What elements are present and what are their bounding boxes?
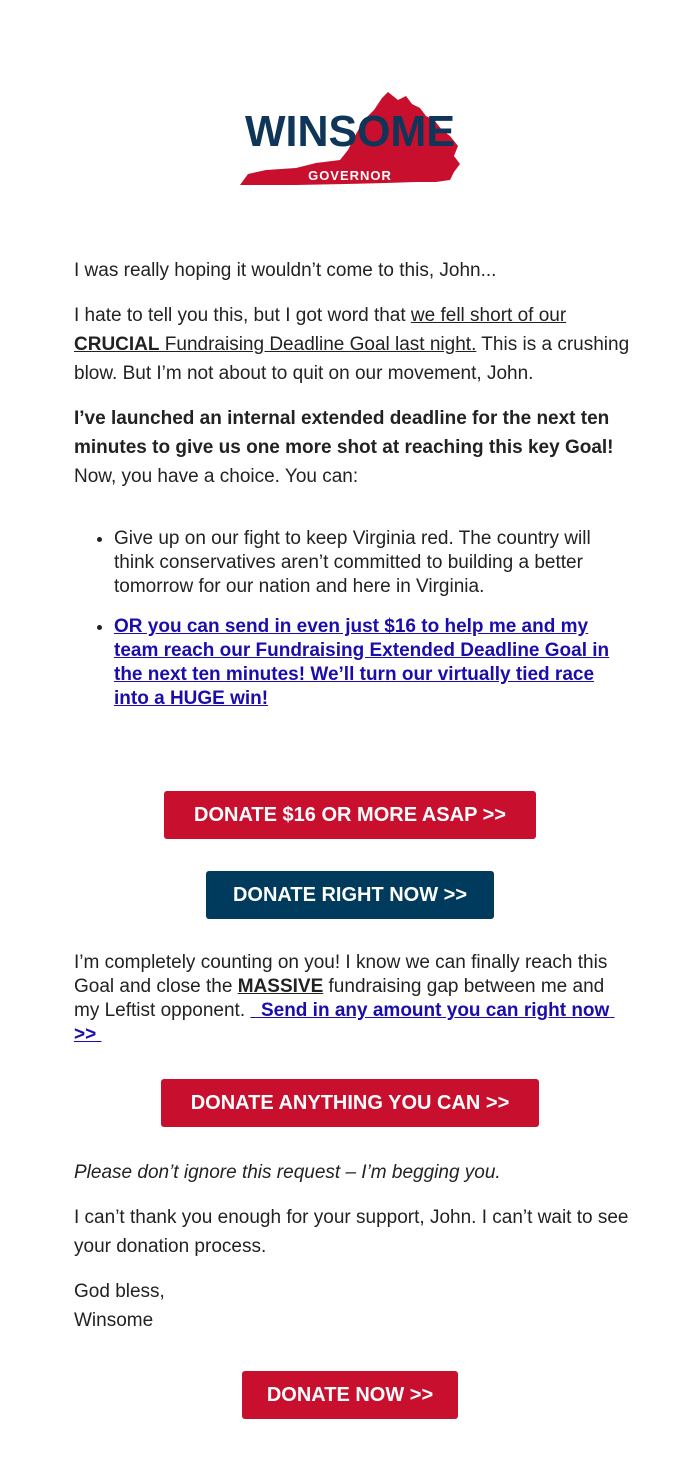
greeting: I was really hoping it wouldn’t come to this, John... bbox=[74, 260, 497, 281]
massive-emphasis: MASSIVE bbox=[237, 976, 324, 997]
logo-tagline: GOVERNOR bbox=[308, 168, 392, 183]
donate-now-row bbox=[0, 1371, 700, 1419]
send-any-amount-link[interactable]: Send in any amount you can right now >> bbox=[74, 1000, 615, 1045]
choice-list bbox=[74, 527, 630, 711]
choice-give-up: • Give up on our fight to keep Virginia red. The country will think conservatives aren’t committed to building a better tomorrow for our nation and here in Virginia. bbox=[114, 527, 630, 599]
donate-16-link[interactable]: OR you can send in even just $16 to help me and my team reach our Fundraising Extended Deadline Goal in the next ten minutes! We’ll turn our virtually tied race into a HUGE win! bbox=[114, 616, 610, 709]
donate-now-button[interactable]: DONATE NOW >> bbox=[242, 1371, 458, 1419]
paragraph-extended-deadline: I’ve launched an internal extended deadline for the next ten minutes to give us one more shot at reaching this key Goal! Now, you have a choice. You can: bbox=[74, 408, 614, 487]
thanks: I can’t thank you enough for your support, John. I can’t wait to see your donation process. bbox=[74, 1207, 629, 1257]
plea: Please don’t ignore this request – I’m begging you. bbox=[74, 1162, 501, 1183]
donate-right-now-row bbox=[0, 871, 700, 919]
donate-16-row bbox=[0, 791, 700, 839]
paragraph-fell-short: I hate to tell you this, but I got word that we fell short of our CRUCIAL Fundraising Deadline Goal last night. This is a crushing blow. But I’m not about to quit on our movement, John. bbox=[74, 305, 630, 384]
signoff: God bless, bbox=[74, 1281, 165, 1302]
donate-anything-button[interactable]: DONATE ANYTHING YOU CAN >> bbox=[161, 1079, 539, 1127]
choice-donate bbox=[114, 615, 630, 711]
logo-name: WINSOME bbox=[245, 107, 455, 156]
donate-right-now-button[interactable]: DONATE RIGHT NOW >> bbox=[206, 871, 494, 919]
paragraph-counting: I’m completely counting on you! I know we can finally reach this Goal and close the MASSIVE fundraising gap between me and my Leftist opponent. Send in any amount you can right now >> bbox=[74, 952, 615, 1045]
counting-on-you bbox=[74, 951, 630, 1047]
crucial-emphasis: CRUCIAL bbox=[74, 334, 160, 355]
donate-anything-row bbox=[0, 1079, 700, 1127]
closing bbox=[74, 1158, 630, 1335]
donate-16-button[interactable]: DONATE $16 OR MORE ASAP >> bbox=[164, 791, 536, 839]
winsome-governor-logo bbox=[236, 90, 464, 190]
email-content bbox=[74, 256, 630, 727]
signature: Winsome bbox=[74, 1310, 154, 1331]
